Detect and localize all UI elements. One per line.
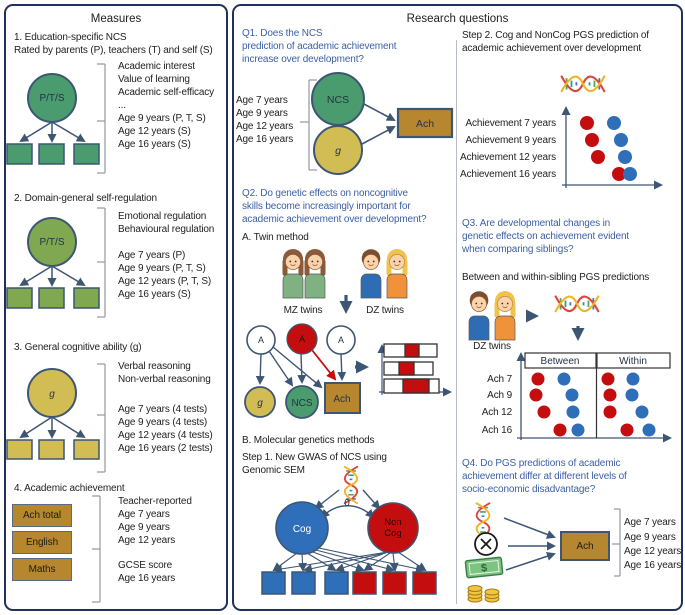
dollar-symbol: $ [480, 562, 488, 575]
twin-ach-label: Ach [333, 394, 351, 405]
interaction-icon [473, 531, 499, 557]
research-panel [232, 4, 683, 611]
s1-sem-diagram [6, 58, 116, 178]
sibling-comparison-chart [515, 348, 677, 444]
s3-item: Age 7 years (4 tests) [118, 404, 208, 415]
s1-item: Age 12 years (S) [118, 126, 191, 137]
step2-row-label: Achievement 12 years [460, 152, 556, 163]
twin-bar-chart [378, 338, 458, 400]
twin-path-diagram [242, 324, 378, 424]
step2-heading: academic achievement over development [462, 43, 641, 54]
q1-age: Age 12 years [236, 121, 294, 132]
step2-row-label: Achievement 7 years [465, 118, 556, 129]
s1-title: 1. Education-specific NCS [14, 32, 127, 43]
maths-box: Maths [12, 558, 72, 581]
q4-heading: achievement differ at different levels of [462, 471, 627, 482]
s3-latent-label: g [49, 389, 55, 400]
svg-defs [0, 0, 1, 1]
q2-heading: Q2. Do genetic effects on noncognitive [242, 188, 408, 199]
s4-item: GCSE score [118, 560, 173, 571]
twin-g-label: g [257, 398, 263, 409]
cog-label: Cog [292, 524, 312, 535]
s2-item: Age 9 years (P, T, S) [118, 263, 206, 274]
dz-twins-label: DZ twins [366, 305, 404, 316]
within-header: Within [619, 356, 647, 367]
q3-heading: Q3. Are developmental changes in [462, 218, 611, 229]
q4-age: Age 7 years [624, 517, 676, 528]
q1-g-label: g [335, 145, 341, 157]
dna-icon [558, 74, 606, 96]
q1-age: Age 7 years [236, 95, 288, 106]
q1-heading: prediction of academic achievement [242, 41, 397, 52]
q1-age: Age 16 years [236, 134, 294, 145]
s1-subtitle: Rated by parents (P), teachers (T) and self (S) [14, 45, 213, 56]
between-header: Between [540, 356, 580, 367]
q4-heading: socio-economic disadvantage? [462, 484, 596, 495]
s1-item: Academic self-efficacy [118, 87, 214, 98]
s3-sem-diagram [6, 358, 116, 476]
s1-item: Value of learning [118, 74, 190, 85]
right-arrow-icon [524, 309, 546, 323]
s4-item: Age 9 years [118, 522, 170, 533]
s3-indicator-squares [7, 440, 99, 459]
q4-age: Age 16 years [624, 560, 682, 571]
ach-total-box: Ach total [12, 504, 72, 527]
s3-item: Age 16 years (2 tests) [118, 443, 213, 454]
q4-arrows [500, 506, 560, 578]
genomic-sem-diagram [242, 462, 452, 604]
step2-row-label: Achievement 9 years [465, 135, 556, 146]
correlation-label: 0 [344, 498, 350, 509]
step1-heading: Genomic SEM [242, 465, 305, 476]
q4-heading: Q4. Do PGS predictions of academic [462, 458, 621, 469]
s1-indicator-squares [7, 144, 99, 164]
s3-item: Age 9 years (4 tests) [118, 417, 208, 428]
step1-heading: Step 1. New GWAS of NCS using [242, 452, 387, 463]
mz-twins-icon [280, 248, 330, 302]
q2-heading: skills become increasingly important for [242, 201, 411, 212]
step2-scatter-plot [558, 100, 670, 195]
noncog-label: Cog [384, 528, 402, 539]
s3-title: 3. General cognitive ability (g) [14, 342, 142, 353]
dz-twins-icon [466, 290, 518, 344]
q3-row-label: Ach 7 [487, 374, 512, 385]
q2-method-b-label: B. Molecular genetics methods [242, 435, 375, 446]
q4-ach-box: Ach [560, 531, 610, 561]
s4-title: 4. Academic achievement [14, 483, 125, 494]
q3-subheading: Between and within-sibling PGS predictions [462, 272, 650, 283]
down-arrow-icon [338, 293, 354, 323]
s2-item: Age 12 years (P, T, S) [118, 276, 212, 287]
a3-label: A [337, 335, 345, 345]
dna-icon [552, 294, 600, 316]
q3-row-label: Ach 9 [487, 390, 512, 401]
q4-age: Age 12 years [624, 546, 682, 557]
s4-bracket [88, 492, 108, 606]
dz-twins-label: DZ twins [473, 341, 511, 352]
s1-item: Academic interest [118, 61, 195, 72]
english-box: English [12, 531, 72, 554]
q1-heading: Q1. Does the NCS [242, 28, 323, 39]
q2-heading: academic achievement over development? [242, 214, 427, 225]
s2-title: 2. Domain-general self-regulation [14, 193, 157, 204]
q3-row-label: Ach 16 [481, 425, 512, 436]
s4-item: Age 16 years [118, 573, 176, 584]
s2-item: Behavioural regulation [118, 224, 215, 235]
twin-ncs-label: NCS [291, 398, 313, 409]
noncog-label: Non [384, 517, 402, 528]
research-title: Research questions [406, 13, 509, 25]
q3-row-label: Ach 12 [481, 407, 512, 418]
measures-title: Measures [90, 13, 142, 25]
measures-panel [4, 4, 228, 611]
q1-ach-label: Ach [415, 118, 435, 130]
s3-item: Non-verbal reasoning [118, 374, 211, 385]
q4-age: Age 9 years [624, 532, 676, 543]
q1-ncs-label: NCS [326, 94, 350, 106]
s1-item: Age 16 years (S) [118, 139, 191, 150]
coin-stacks [468, 586, 499, 603]
s3-item: Verbal reasoning [118, 361, 191, 372]
s4-item: Age 7 years [118, 509, 170, 520]
s2-item: Emotional regulation [118, 211, 207, 222]
s3-item: Age 12 years (4 tests) [118, 430, 213, 441]
q1-age: Age 9 years [236, 108, 288, 119]
a1-label: A [257, 335, 265, 345]
s1-latent-label: P/T/S [39, 93, 65, 104]
s2-item: Age 16 years (S) [118, 289, 191, 300]
dz-twins-icon [358, 248, 410, 302]
s4-item: Teacher-reported [118, 496, 192, 507]
q3-heading: when comparing siblings? [462, 244, 574, 255]
a2-label: A [298, 334, 306, 344]
q1-path-diagram [300, 70, 456, 178]
s2-sem-diagram [6, 204, 116, 322]
s2-indicator-squares [7, 288, 99, 308]
snp-squares [262, 572, 436, 594]
s1-item: Age 9 years (P, T, S) [118, 113, 206, 124]
s1-item: ... [118, 100, 126, 111]
step2-row-label: Achievement 16 years [460, 169, 556, 180]
s2-item: Age 7 years (P) [118, 250, 186, 261]
red-genetic-arrow [312, 350, 335, 379]
s4-item: Age 12 years [118, 535, 176, 546]
step2-heading: Step 2. Cog and NonCog PGS prediction of [462, 30, 649, 41]
q2-method-a-label: A. Twin method [242, 232, 309, 243]
down-arrow-icon [570, 324, 586, 350]
s2-latent-label: P/T/S [39, 237, 65, 248]
q1-heading: increase over development? [242, 54, 364, 65]
q3-heading: genetic effects on achievement evident [462, 231, 630, 242]
mz-twins-label: MZ twins [283, 305, 323, 316]
